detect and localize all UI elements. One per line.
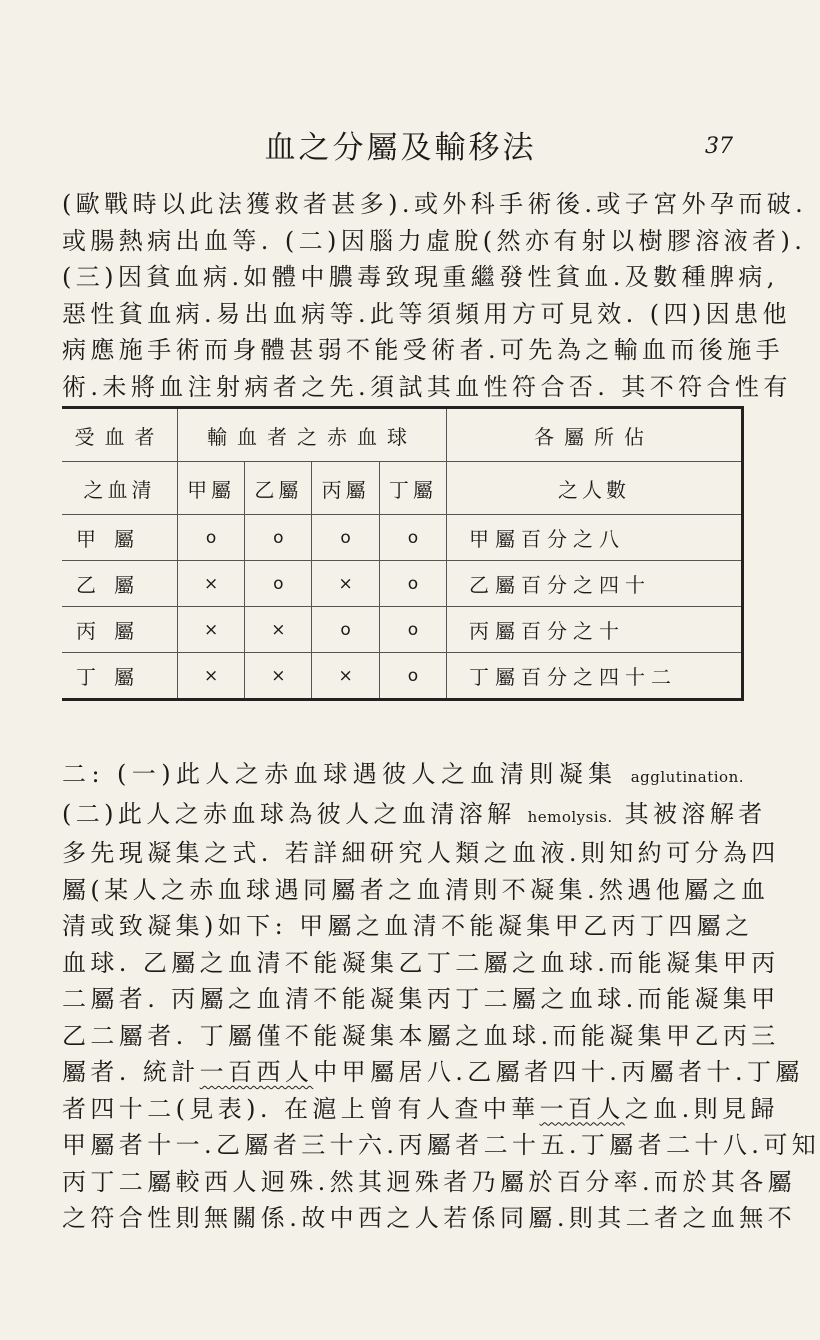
row-result: 丙屬百分之十	[447, 607, 743, 653]
text-line: 丙丁二屬較西人迥殊.然其迥殊者乃屬於百分率.而於其各屬	[62, 1167, 797, 1196]
table-cell: ×	[177, 607, 244, 653]
text-line: 血球. 乙屬之血清不能凝集乙丁二屬之血球.而能凝集甲丙	[62, 948, 780, 977]
table-cell: ×	[245, 607, 312, 653]
percentage-header-bottom: 之人數	[447, 462, 743, 515]
sub-header-c: 丙屬	[312, 462, 379, 515]
latin-term: hemolysis.	[527, 807, 613, 826]
text-line	[62, 1054, 804, 1091]
table-cell: o	[245, 561, 312, 607]
text-line: 二屬者. 丙屬之血清不能凝集丙丁二屬之血球.而能凝集甲	[62, 985, 780, 1013]
recipient-serum-header-bottom: 之血清	[62, 462, 177, 515]
table-row	[62, 561, 743, 607]
text-segment: 屬者. 統計	[62, 1058, 200, 1086]
table-cell: ×	[312, 653, 379, 700]
text-line: 多先現凝集之式. 若詳細研究人類之血液.則知約可分為四	[62, 839, 780, 867]
row-result: 甲屬百分之八	[447, 515, 743, 561]
table-cell: o	[379, 515, 446, 561]
emphasis-underline: 一百人	[539, 1094, 625, 1123]
text-line: 或腸熱病出血等. (二)因腦力虛脫(然亦有射以樹膠溶液者).	[62, 226, 807, 255]
text-line: 甲屬者十一.乙屬者三十六.丙屬者二十五.丁屬者二十八.可知	[62, 1131, 820, 1159]
blood-group-table	[62, 406, 744, 701]
row-result: 乙屬百分之四十	[447, 561, 743, 607]
table-row	[62, 653, 743, 700]
table-subheader-row	[62, 462, 743, 515]
row-label: 丁屬	[62, 653, 177, 700]
table-cell: o	[245, 515, 312, 561]
row-label: 甲屬	[62, 515, 177, 561]
text-line: (三)因貧血病.如體中膿毒致現重繼發性貧血.及數種脾病,	[62, 263, 779, 291]
text-line: (歐戰時以此法獲救者甚多).或外科手術後.或子宮外孕而破.	[62, 190, 808, 218]
page-title: 血之分屬及輸移法	[264, 130, 537, 166]
text-line	[62, 796, 767, 836]
row-label: 乙屬	[62, 561, 177, 607]
text-line	[62, 1091, 779, 1128]
text-segment: 者四十二(見表). 在滬上曾有人查中華	[62, 1094, 540, 1123]
table-cell: o	[379, 607, 446, 653]
text-line: 術.未將血注射病者之先.須試其血性符合否. 其不符合性有	[62, 372, 792, 401]
recipient-serum-header-top: 受血者	[62, 408, 177, 462]
latin-term: agglutination.	[630, 768, 745, 786]
table-cell: o	[379, 653, 446, 700]
text-line: 病應施手術而身體甚弱不能受術者.可先為之輸血而後施手	[62, 336, 785, 364]
table-header-row	[62, 408, 743, 462]
text-line: 屬(某人之赤血球遇同屬者之血清則不凝集.然遇他屬之血	[62, 875, 770, 904]
text-line: 乙二屬者. 丁屬僅不能凝集本屬之血球.而能凝集甲乙丙三	[62, 1021, 780, 1050]
table-row	[62, 515, 743, 561]
table-cell: o	[379, 561, 446, 607]
percentage-header-top: 各屬所佔	[447, 408, 743, 462]
table-cell: ×	[177, 561, 244, 607]
sub-header-b: 乙屬	[245, 462, 312, 515]
table-cell: o	[312, 515, 379, 561]
emphasis-underline: 一百西人	[199, 1058, 314, 1086]
table-cell: o	[177, 515, 244, 561]
row-result: 丁屬百分之四十二	[447, 653, 743, 700]
table-cell: o	[312, 607, 379, 653]
text-line: 惡性貧血病.易出血病等.此等須頻用方可見效. (四)因患他	[62, 299, 791, 328]
row-label: 丙屬	[62, 607, 177, 653]
text-segment: 其被溶解者	[624, 799, 767, 828]
table-cell: ×	[177, 653, 244, 700]
table-cell: ×	[312, 561, 379, 607]
text-segment: 中甲屬居八.乙屬者四十.丙屬者十.丁屬	[313, 1058, 804, 1086]
text-line: 之符合性則無關係.故中西之人若係同屬.則其二者之血無不	[62, 1204, 797, 1232]
table-cell: ×	[245, 653, 312, 700]
sub-header-a: 甲屬	[177, 462, 244, 515]
donor-cells-header: 輸血者之赤血球	[177, 408, 446, 462]
page-number: 37	[705, 134, 733, 159]
paragraph-2	[62, 756, 820, 1237]
text-segment: 二: (一)此人之赤血球遇彼人之血清則凝集	[62, 760, 618, 788]
text-segment: (二)此人之赤血球為彼人之血清溶解	[62, 799, 516, 828]
page-header	[0, 128, 801, 168]
table-row	[62, 607, 743, 653]
text-line: 清或致凝集)如下: 甲屬之血清不能凝集甲乙丙丁四屬之	[62, 912, 754, 940]
sub-header-d: 丁屬	[379, 462, 446, 515]
text-line	[62, 756, 744, 796]
paragraph-1	[62, 186, 808, 405]
text-segment: 之血.則見歸	[624, 1094, 779, 1123]
